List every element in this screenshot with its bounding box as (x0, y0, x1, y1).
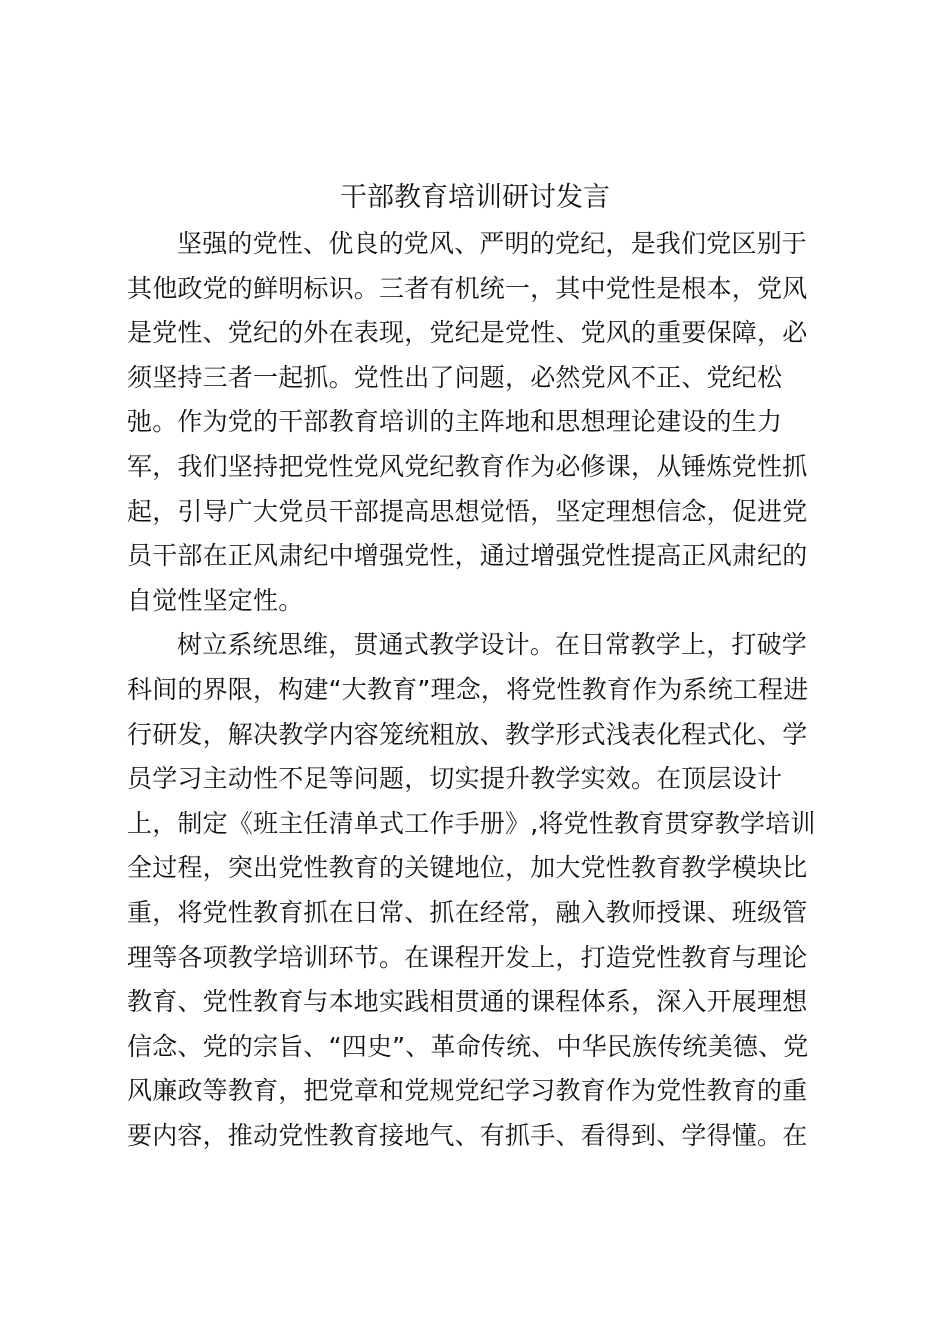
paragraph-1-line-4: 须坚持三者一起抓。党性出了问题，必然党风不正、党纪松 (127, 362, 783, 392)
paragraph-1-line-8: 员干部在正风肃纪中增强党性，通过增强党性提高正风肃纪的 (127, 541, 808, 571)
paragraph-2-line-1: 树立系统思维，贯通式教学设计。在日常教学上，打破学 (177, 630, 808, 660)
document-body (127, 222, 827, 1158)
paragraph-2-line-6: 全过程，突出党性教育的关键地位，加大党性教育教学模块比 (127, 853, 808, 883)
paragraph-2-line-9: 教育、党性教育与本地实践相贯通的课程体系，深入开展理想 (127, 987, 808, 1017)
paragraph-2-line-8: 理等各项教学培训环节。在课程开发上，打造党性教育与理论 (127, 942, 808, 972)
paragraph-1-line-7: 起，引导广大党员干部提高思想觉悟，坚定理想信念，促进党 (127, 496, 808, 526)
paragraph-2-line-7: 重，将党性教育抓在日常、抓在经常，融入教师授课、班级管 (127, 897, 808, 927)
paragraph-2-line-5: 上，制定《班主任清单式工作手册》,将党性教育贯穿教学培训 (127, 808, 816, 838)
paragraph-1-line-3: 是党性、党纪的外在表现，党纪是党性、党风的重要保障，必 (127, 318, 808, 348)
document-title: 干部教育培训研讨发言 (340, 182, 610, 213)
paragraph-1-line-1: 坚强的党性、优良的党风、严明的党纪，是我们党区别于 (177, 229, 808, 258)
paragraph-1-line-2: 其他政党的鲜明标识。三者有机统一，其中党性是根本，党风 (127, 273, 808, 303)
paragraph-1-line-6: 军，我们坚持把党性党风党纪教育作为必修课，从锤炼党性抓 (127, 451, 808, 481)
paragraph-2-line-2: 科间的界限，构建“大教育”理念，将党性教育作为系统工程进 (127, 674, 809, 704)
paragraph-1-line-9: 自觉性坚定性。 (127, 585, 304, 615)
paragraph-2-line-10: 信念、党的宗旨、“四史”、革命传统、中华民族传统美德、党 (127, 1031, 809, 1061)
paragraph-2-line-3: 行研发，解决教学内容笼统粗放、教学形式浅表化程式化、学 (127, 719, 808, 749)
paragraph-2-line-4: 员学习主动性不足等问题，切实提升教学实效。在顶层设计 (127, 764, 783, 794)
paragraph-2-line-11: 风廉政等教育，把党章和党规党纪学习教育作为党性教育的重 (127, 1076, 808, 1106)
paragraph-2-line-12: 要内容，推动党性教育接地气、有抓手、看得到、学得懂。在 (127, 1120, 808, 1150)
paragraph-1-line-5: 弛。作为党的干部教育培训的主阵地和思想理论建设的生力 (127, 407, 783, 437)
